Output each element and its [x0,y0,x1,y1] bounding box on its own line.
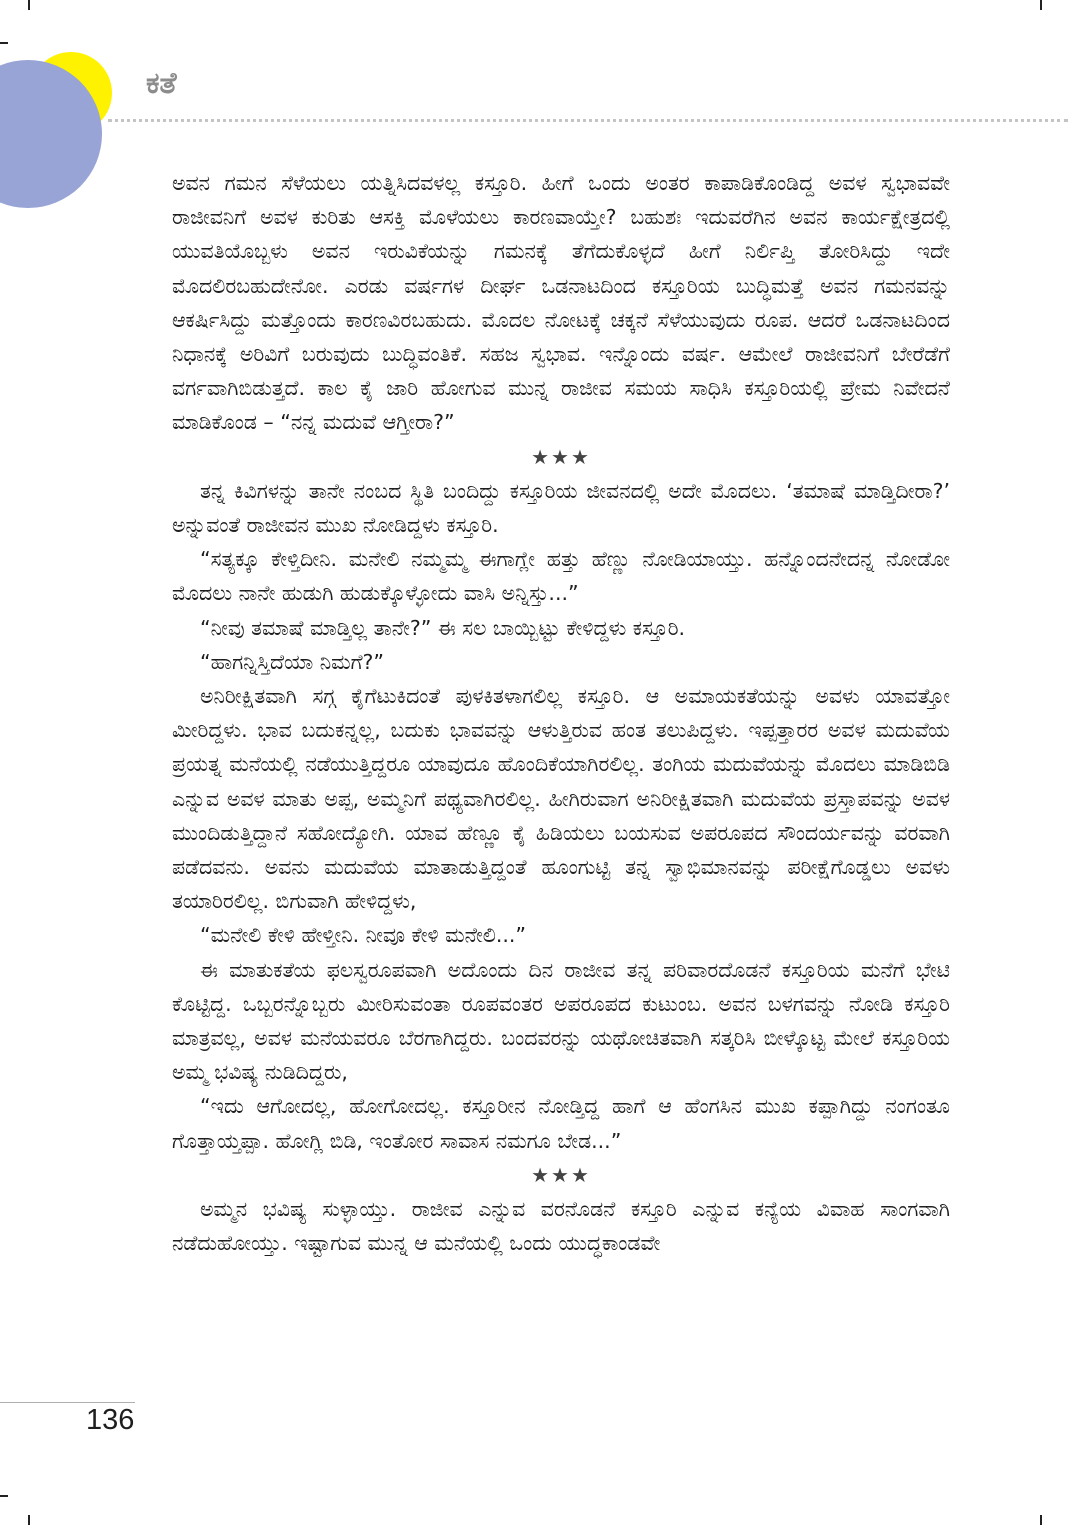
story-paragraph: ಅನಿರೀಕ್ಷಿತವಾಗಿ ಸಗ್ಗ ಕೈಗೆಟುಕಿದಂತೆ ಪುಳಕಿತಳಾಗಲಿಲ್ಲ ಕಸ್ತೂರಿ. ಆ ಅಮಾಯಕತೆಯನ್ನು ಅವಳು ಯಾವತ್ತೋ ಮೀರಿದ್ದಳು. ಭಾವ ಬದುಕನ್ನಲ್ಲ, ಬದುಕು ಭಾವವನ್ನು ಆಳುತ್ತಿರುವ ಹಂತ ತಲುಪಿದ್ದಳು. ಇಪ್ಪತ್ತಾರರ ಅವಳ ಮದುವೆಯ ಪ್ರಯತ್ನ ಮನೆಯಲ್ಲಿ ನಡೆಯುತ್ತಿದ್ದರೂ ಯಾವುದೂ ಹೊಂದಿಕೆಯಾಗಿರಲಿಲ್ಲ. ತಂಗಿಯ ಮದುವೆಯನ್ನು ಮೊದಲು ಮಾಡಿಬಿಡಿ ಎನ್ನುವ ಅವಳ ಮಾತು ಅಪ್ಪ, ಅಮ್ಮನಿಗೆ ಪಥ್ಯವಾಗಿರಲಿಲ್ಲ. ಹೀಗಿರುವಾಗ ಅನಿರೀಕ್ಷಿತವಾಗಿ ಮದುವೆಯ ಪ್ರಸ್ತಾಪವನ್ನು ಅವಳ ಮುಂದಿಡುತ್ತಿದ್ದಾನೆ ಸಹೋದ್ಯೋಗಿ. ಯಾವ ಹೆಣ್ಣೂ ಕೈ ಹಿಡಿಯಲು ಬಯಸುವ ಅಪರೂಪದ ಸೌಂದರ್ಯವನ್ನು ವರವಾಗಿ ಪಡೆದವನು. ಅವನು ಮದುವೆಯ ಮಾತಾಡುತ್ತಿದ್ದಂತೆ ಹೂಂಗುಟ್ಟಿ ತನ್ನ ಸ್ವಾಭಿಮಾನವನ್ನು ಪರೀಕ್ಷೆಗೊಡ್ಡಲು ಅವಳು ತಯಾರಿರಲಿಲ್ಲ. ಬಿಗುವಾಗಿ ಹೇಳಿದ್ದಳು, [172,684,950,914]
page-number: 136 [86,1404,135,1436]
header-dotted-rule [108,119,1068,122]
story-paragraph: ಈ ಮಾತುಕತೆಯ ಫಲಸ್ವರೂಪವಾಗಿ ಅದೊಂದು ದಿನ ರಾಜೀವ ತನ್ನ ಪರಿವಾರದೊಡನೆ ಕಸ್ತೂರಿಯ ಮನೆಗೆ ಭೇಟಿ ಕೊಟ್ಟಿದ್ದ. ಒಬ್ಬರನ್ನೊಬ್ಬರು ಮೀರಿಸುವಂತಾ ರೂಪವಂತರ ಅಪರೂಪದ ಕುಟುಂಬ. ಅವನ ಬಳಗವನ್ನು ನೋಡಿ ಕಸ್ತೂರಿ ಮಾತ್ರವಲ್ಲ, ಅವಳ ಮನೆಯವರೂ ಬೆರಗಾಗಿದ್ದರು. ಬಂದವರನ್ನು ಯಥೋಚಿತವಾಗಿ ಸತ್ಕರಿಸಿ ಬೀಳ್ಕೊಟ್ಟ ಮೇಲೆ ಕಸ್ತೂರಿಯ ಅಮ್ಮ ಭವಿಷ್ಯ ನುಡಿದಿದ್ದರು, [172,957,950,1085]
story-paragraph: “ಸತ್ಯಕ್ಕೂ ಕೇಳ್ತಿದೀನಿ. ಮನೇಲಿ ನಮ್ಮಮ್ಮ ಈಗಾಗ್ಲೇ ಹತ್ತು ಹೆಣ್ಣು ನೋಡಿಯಾಯ್ತು. ಹನ್ನೊಂದನೇದನ್ನ ನೋಡೋ ಮೊದಲು ನಾನೇ ಹುಡುಗಿ ಹುಡುಕ್ಕೊಳ್ಳೋದು ವಾಸಿ ಅನ್ನಿಸ್ತು...” [172,547,950,606]
section-separator-stars: ★★★ [531,444,591,469]
story-paragraph: “ಮನೇಲಿ ಕೇಳಿ ಹೇಳ್ತೀನಿ. ನೀವೂ ಕೇಳಿ ಮನೇಲಿ...” [200,923,527,948]
crop-mark-left-upper [0,42,8,44]
section-title: ಕತೆ [146,66,177,101]
crop-mark-left-lower [0,1495,8,1497]
story-paragraph: ಅವನ ಗಮನ ಸೆಳೆಯಲು ಯತ್ನಿಸಿದವಳಲ್ಲ ಕಸ್ತೂರಿ. ಹೀಗೆ ಒಂದು ಅಂತರ ಕಾಪಾಡಿಕೊಂಡಿದ್ದ ಅವಳ ಸ್ವಭಾವವೇ ರಾಜೀವನಿಗೆ ಅವಳ ಕುರಿತು ಆಸಕ್ತಿ ಮೊಳೆಯಲು ಕಾರಣವಾಯ್ತೇ? ಬಹುಶಃ ಇದುವರೆಗಿನ ಅವನ ಕಾರ್ಯಕ್ಷೇತ್ರದಲ್ಲಿ ಯುವತಿಯೊಬ್ಬಳು ಅವನ ಇರುವಿಕೆಯನ್ನು ಗಮನಕ್ಕೆ ತೆಗೆದುಕೊಳ್ಳದೆ ಹೀಗೆ ನಿರ್ಲಿಪ್ತಿ ತೋರಿಸಿದ್ದು ಇದೇ ಮೊದಲಿರಬಹುದೇನೋ. ಎರಡು ವರ್ಷಗಳ ದೀರ್ಘ ಒಡನಾಟದಿಂದ ಕಸ್ತೂರಿಯ ಬುದ್ಧಿಮತ್ತೆ ಅವನ ಗಮನವನ್ನು ಆಕರ್ಷಿಸಿದ್ದು ಮತ್ತೊಂದು ಕಾರಣವಿರಬಹುದು. ಮೊದಲ ನೋಟಕ್ಕೆ ಚಕ್ಕನೆ ಸೆಳೆಯುವುದು ರೂಪ. ಆದರೆ ಒಡನಾಟದಿಂದ ನಿಧಾನಕ್ಕೆ ಅರಿವಿಗೆ ಬರುವುದು ಬುದ್ಧಿವಂತಿಕೆ. ಸಹಜ ಸ್ವಭಾವ. ಇನ್ನೊಂದು ವರ್ಷ. ಆಮೇಲೆ ರಾಜೀವನಿಗೆ ಬೇರೆಡೆಗೆ ವರ್ಗವಾಗಿಬಿಡುತ್ತದೆ. ಕಾಲ ಕೈ ಜಾರಿ ಹೋಗುವ ಮುನ್ನ ರಾಜೀವ ಸಮಯ ಸಾಧಿಸಿ ಕಸ್ತೂರಿಯಲ್ಲಿ ಪ್ರೇಮ ನಿವೇದನೆ ಮಾಡಿಕೊಂಡ – “ನನ್ನ ಮದುವೆ ಆಗ್ತೀರಾ?” [172,171,950,435]
story-paragraph: “ನೀವು ತಮಾಷೆ ಮಾಡ್ತಿಲ್ಲ ತಾನೇ?” ಈ ಸಲ ಬಾಯ್ಬಿಟ್ಟು ಕೇಳಿದ್ದಳು ಕಸ್ತೂರಿ. [200,615,686,640]
section-separator-stars: ★★★ [531,1162,591,1187]
story-paragraph: ಅಮ್ಮನ ಭವಿಷ್ಯ ಸುಳ್ಳಾಯ್ತು. ರಾಜೀವ ಎನ್ನುವ ವರನೊಡನೆ ಕಸ್ತೂರಿ ಎನ್ನುವ ಕನ್ಯೆಯ ವಿವಾಹ ಸಾಂಗವಾಗಿ ನಡೆದುಹೋಯ್ತು. ಇಷ್ಟಾಗುವ ಮುನ್ನ ಆ ಮನೆಯಲ್ಲಿ ಒಂದು ಯುದ್ಧಕಾಂಡವೇ [172,1197,950,1256]
story-paragraph: “ಇದು ಆಗೋದಲ್ಲ, ಹೋಗೋದಲ್ಲ. ಕಸ್ತೂರೀನ ನೋಡ್ತಿದ್ದ ಹಾಗೆ ಆ ಹೆಂಗಸಿನ ಮುಖ ಕಪ್ಪಾಗಿದ್ದು ನಂಗಂತೂ ಗೊತ್ತಾಯ್ತಪ್ಪಾ. ಹೋಗ್ಲಿ ಬಿಡಿ, ಇಂತೋರ ಸಾವಾಸ ನಮಗೂ ಬೇಡ...” [172,1094,950,1153]
story-paragraph: “ಹಾಗನ್ನಿಸ್ತಿದೆಯಾ ನಿಮಗೆ?” [200,649,385,674]
crop-mark-top-right [1040,0,1042,10]
story-body [172,166,950,1261]
crop-mark-top-left [28,0,30,10]
story-paragraph: ತನ್ನ ಕಿವಿಗಳನ್ನು ತಾನೇ ನಂಬದ ಸ್ಥಿತಿ ಬಂದಿದ್ದು ಕಸ್ತೂರಿಯ ಜೀವನದಲ್ಲಿ ಅದೇ ಮೊದಲು. ‘ತಮಾಷೆ ಮಾಡ್ತಿದೀರಾ?’ ಅನ್ನುವಂತೆ ರಾಜೀವನ ಮುಖ ನೋಡಿದ್ದಳು ಕಸ್ತೂರಿ. [172,478,950,538]
crop-mark-bottom-left [28,1515,30,1525]
footer-rule [0,1402,135,1403]
crop-mark-bottom-right [1040,1515,1042,1525]
